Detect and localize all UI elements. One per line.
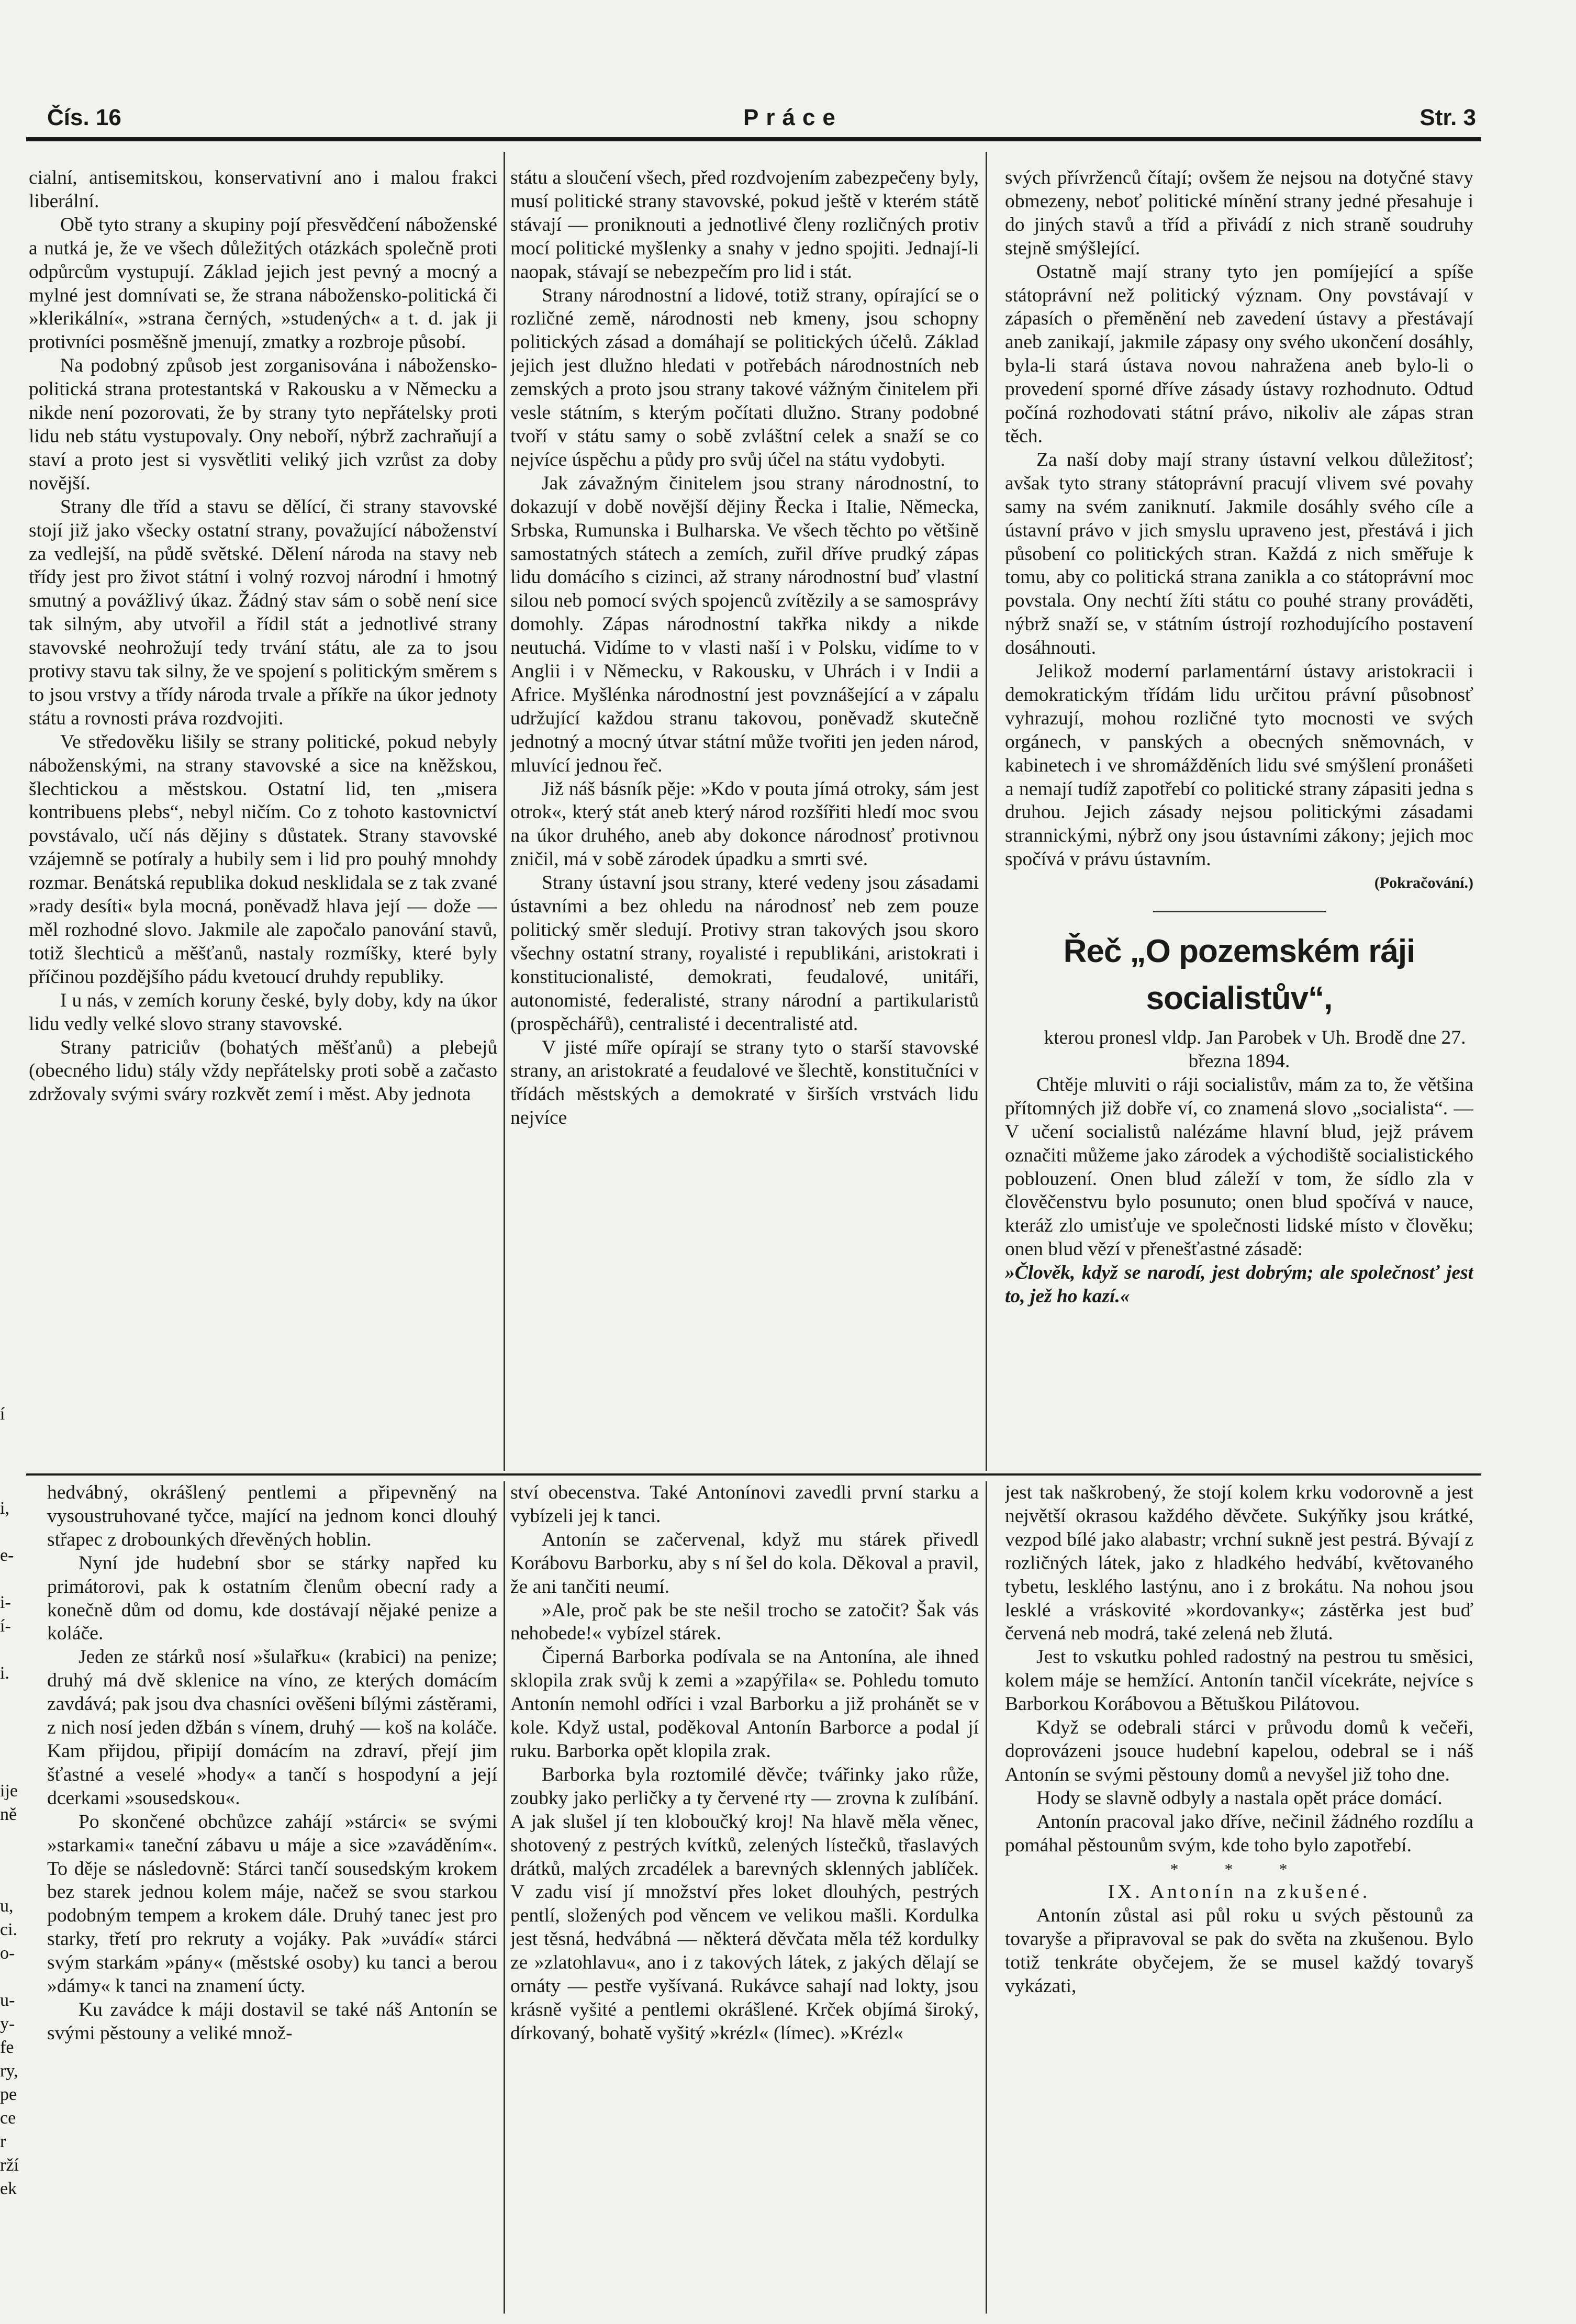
paragraph: Antonín pracoval jako dříve, nečinil žádného rozdílu a pomáhal pěstounům svým, kde toho bylo zapotřebí. (1005, 1811, 1473, 1856)
paragraph: svých přívrženců čítají; ovšem že nejsou na dotyčné stavy obmezeny, neboť politické mínění strany jedné přesahuje i do jiných stavů a tříd a přivádí z nich straně soudruhy stejně smýšlející. (1005, 167, 1473, 259)
paragraph: V jisté míře opírají se strany tyto o starší stavovské strany, an aristokraté a feudalové ve šlechtě, konstitučníci v třídách městských a demokraté v širších vrstvách lidu nejvíce (510, 1036, 979, 1129)
paragraph: Jest to vskutku pohled radostný na pestrou tu směsici, kolem máje se hemžící. Antonín tančil vícekráte, nejvíce s Barborkou Korábovou a Bětuškou Pilátovou. (1005, 1646, 1473, 1715)
edge-fragment: i, (0, 1499, 9, 1518)
paragraph: Obě tyto strany a skupiny pojí přesvědčení náboženské a nutká je, že ve všech důležitých otázkách společně proti odpůrcům vystupují. Základ jejich jest pevný a mocný a mylné jest domnívati se, že strana nábožensko-politická či »klerikální«, »strana černých, »studených« a t. d. jak ji protivníci posměšně jmenují, zmatky a rozbroje působí. (29, 214, 497, 353)
upper-column-3 (1005, 166, 1473, 1472)
paragraph: Ve středověku lišily se strany politické, pokud nebyly náboženskými, na strany stavovské a sice na kněžskou, šlechtickou a městskou. Ostatní lid, ten „misera kontribuens plebs“, nebyl ničím. Co z tohoto kastovnictví povstávalo, učí nás dějiny s důstatek. Strany stavovské vzájemně se potíraly a hubily sem i lid pro pouhý mnohdy rozmar. Benátská republika dokud nesklidala se z tak zvané »rady desíti« byla mocná, poněvadž hlava její — dože — měl rozhodné slovo. Jakmile ale započalo panování stavů, totiž šlechticů a měšťanů, nastaly rozmíšky, které byly příčinou pozdějšího pádu kvetoucí druhdy republiky. (29, 731, 497, 988)
edge-fragment: u, (0, 1896, 14, 1916)
paragraph: Jeden ze stárků nosí »šulařku« (krabici) na penize; druhý má dvě sklenice na víno, ze kterých domácím zavdává; pak jsou dva chasníci ověšeni bílými zástěrami, z nich nosí jeden džbán s vínem, druhý — koš na koláče. Kam přijdou, připijí domácím na zdraví, přejí jim šťastné a veselé »hody« a tančí s hospodyní a její dcerkami »sousedskou«. (47, 1646, 497, 1809)
paragraph: jest tak naškrobený, že stojí kolem krku vodorovně a jest největší okrasou každého děvčete. Sukýňky jsou krátké, vezpod bílé jako alabastr; vrchní sukně jest pestrá. Bývají z rozličných látek, jako z hladkého hedvábí, květovaného tybetu, lesklého lastýnu, ano i z brokátu. Na nohou jsou lesklé a vráskovité »kordovanky«; zástěrka jest buď červená neb modrá, také zelená neb žlutá. (1005, 1482, 1473, 1645)
edge-fragment: pe (0, 2085, 17, 2104)
edge-fragment: í- (0, 1616, 11, 1636)
paragraph: Ostatně mají strany tyto jen pomíjející a spíše státoprávní než politický význam. Ony povstávají v zápasích o přeměnění neb zavedení ústavy a přestávají aneb zanikají, jakmile zápasy ony svého ukončení dosáhly, byla-li stará ústava novou nahražena aneb bylo-li o provedení sporné dříve zásady ústavy rozhodnuto. Odtud počíná rozhodovati státní právo, nikoliv ale zápas stran těch. (1005, 261, 1473, 447)
paragraph: Antonín zůstal asi půl roku u svých pěstounů za tovaryše a připravoval se pak do světa na zkušenou. Bylo totiž tenkráte obyčejem, že se musel každý tovaryš vykázati, (1005, 1905, 1473, 1997)
paragraph: Strany patriciův (bohatých měšťanů) a plebejů (obecného lidu) stály vždy nepřátelsky proti sobě a začasto zdržovaly svými sváry rozkvět zemí i měst. Aby jednota (29, 1036, 497, 1105)
paragraph: státu a sloučení všech, před rozdvojením zabezpečeny byly, musí politické strany stavovské, pokud ještě v kterém státě stávají — proniknouti a jednotlivé členy rozličných protiv mocí politické myšlenky a snahy v jedno spojiti. Jednají-li naopak, stávají se nebezpečím pro lid i stát. (510, 167, 979, 283)
paragraph: Strany dle tříd a stavu se dělící, či strany stavovské stojí již jako všecky ostatní strany, považující náboženství za vedlejší, na půdě světské. Dělení národa na stavy neb třídy jest pro život státní i volný rozvoj národní i hmotný smutný a povážlivý úkaz. Žádný stav sám o sobě není sice tak silným, aby utvořil a řídil stát a jednotlivé strany stavovské neohrožují tedy trvání státu, ale za to jsou protivy stavu tak silny, že ve spojení s politickým směrem s to jsou vrstvy a třídy národa trvale a příkře na úkor jednoty státu a rovnosti práva rozdvojiti. (29, 496, 497, 729)
speech-title: Řeč „O pozemském ráji socialistův“, (1063, 933, 1415, 1017)
edge-fragment: i- (0, 1593, 11, 1612)
header-rule (26, 137, 1481, 141)
edge-fragment: ci. (0, 1920, 18, 1939)
paragraph: hedvábný, okrášlený pentlemi a připevněný na vysoustruhované tyčce, mající na jednom konci dlouhý střapec z drobounkých dřevěných hoblin. (47, 1482, 497, 1550)
continuation-note: (Pokračování.) (1374, 874, 1473, 892)
paragraph: Na podobný způsob jest zorganisována i nábožensko-politická strana protestantská v Rakousku a v Německu a nikde není pozorovati, že by strany tyto nepřátelsky proti lidu neb státu vystupovaly. Ony neboří, nýbrž zachraňují a staví a proto jest si vysvětliti veliký jich vzrůst za doby novější. (29, 355, 497, 494)
edge-fragment: y- (0, 2014, 15, 2034)
edge-fragment: rží (0, 2155, 19, 2175)
edge-fragment: fe (0, 2038, 14, 2057)
edge-fragment: o- (0, 1943, 15, 1963)
paragraph: ství obecenstva. Také Antonínovi zavedli první starku a vybízeli jej k tanci. (510, 1482, 979, 1527)
paragraph: Nyní jde hudební sbor se stárky napřed ku primátorovi, pak k ostatním členům obecní rady a konečně dům od domu, kde dostávají nějaké penize a koláče. (47, 1552, 497, 1645)
edge-fragment: e- (0, 1546, 14, 1565)
chapter-heading: IX. Antonín na zkušené. (1108, 1881, 1371, 1903)
lower-column-1 (47, 1481, 497, 2319)
edge-fragment: ry, (0, 2061, 18, 2081)
edge-fragment: i. (0, 1663, 9, 1683)
lower-column-3 (1005, 1481, 1473, 2319)
upper-column-2 (510, 166, 979, 1472)
speech-quote: »Člověk, když se narodí, jest dobrým; ale společnosť jest to, jež ho kazí.« (1005, 1262, 1473, 1308)
newspaper-title: Práce (743, 105, 843, 130)
paragraph: Ku zavádce k máji dostavil se také náš Antonín se svými pěstouny a veliké množ- (47, 1998, 497, 2044)
paragraph: Za naší doby mají strany ústavní velkou důležitosť; avšak tyto strany státoprávní pracují vlivem své povahy samy na svém zaniknutí. Jakmile dosáhly svého cíle a ústavní právo v jich smyslu upraveno jest, přestává i jich působení co politických stran. Každá z nich směřuje k tomu, aby co politická strana zanikla a co státoprávní moc povstala. Ony nechtí žíti státu co pouhé strany prováděti, nýbrž snaží se, v státním ústrojí rozhodujícího postavení dosáhnouti. (1005, 449, 1473, 659)
paragraph: Barborka byla roztomilé děvče; tvářinky jako růže, zoubky jako perličky a ty červené rty — zrovna k zulíbání. A jak slušel jí ten kloboučký kroj! Na hlavě měla věnec, shotovený z pestrých kvítků, zelených lístečků, třaslavých drátků, malých zrcadélek a barevných sklenných jablíček. V zadu visí jí množství přes loket dlouhých, pestrých pentlí, složených pod věncem ve velikou mašli. Kordulka jest těsná, hedvábná — některá děvčata měla též kordulky ze »zlatohlavu«, ano i z takových látek, z jakých dělají se ornáty — pestře vyšívaná. Rukávce sahají nad lokty, jsou krásně vyšité a pentlemi okrášlené. Krček objímá široký, dírkovaný, bohatě vyšitý »krézl« (límec). »Krézl« (510, 1763, 979, 2044)
column-divider (986, 1481, 987, 2314)
paragraph: Jak závažným činitelem jsou strany národnostní, to dokazují v době novější dějiny Řecka i Italie, Německa, Srbska, Rumunska i Bulharska. Ve všech těchto po většině samostatných státech a zemích, zuřil dříve prudký zápas lidu domácího s cizinci, až strany národnostní buď vlastní silou neb pomocí svých spojenců zvítězily a se samosprávy domohly. Zápas národnostní takřka nikdy a nikde neutuchá. Vidíme to v vlasti naší i v Polsku, vidíme to v Anglii i v Německu, v Rakousku, v Uhrách i v Indii a Africe. Myšlénka národnostní jest povznášející a v zápalu udržující každou stranu takovou, poněvadž skutečně jednotný a mocný útvar státní může tvořiti jen jeden národ, mluvící jednou řeč. (510, 472, 979, 776)
paragraph: I u nás, v zemích koruny české, byly doby, kdy na úkor lidu vedly velké slovo strany stavovské. (29, 989, 497, 1035)
paragraph: »Ale, proč pak be ste nešil trocho se zatočit? Šak vás nehobede!« vybízel stárek. (510, 1599, 979, 1645)
edge-fragment: ce (0, 2108, 16, 2128)
section-rule (1153, 911, 1326, 912)
paragraph: Již náš básník pěje: »Kdo v pouta jímá otroky, sám jest otrok«, který stát aneb který národ rozšířiti hledí moc svou na úkor druhého, aneb aby dokonce národnosť protivnou zničil, má v sobě zárodek úpadku a smrti své. (510, 778, 979, 870)
speech-subtitle: kterou pronesl vldp. Jan Parobek v Uh. Brodě dne 27. března 1894. (1044, 1027, 1466, 1072)
page-header (47, 105, 1476, 136)
issue-number: Čís. 16 (47, 105, 121, 130)
paragraph: cialní, antisemitskou, konservativní ano i malou frakci liberální. (29, 167, 497, 212)
section-divider (26, 1473, 1481, 1476)
edge-fragment: r (0, 2132, 6, 2151)
section-stars: * * * (1170, 1859, 1309, 1879)
column-divider (504, 1481, 505, 2314)
paragraph: Hody se slavně odbyly a nastala opět práce domácí. (1036, 1787, 1443, 1809)
paragraph: Chtěje mluviti o ráji socialistův, mám za to, že většina přítomných již dobře ví, co znamená slovo „socialista“. — V učení socialistů nalézáme hlavní blud, jejž právem označiti můžeme jako zárodek a východiště socialistického poblouzení. Onen blud záleží v tom, že sídlo zla v člověčenstvu bylo posunuto; onen blud spočívá v nauce, kteráž zlo umisťuje ve společnosti lidské místo v člověku; onen blud vězí v přenešťastné zásadě: (1005, 1074, 1473, 1260)
column-divider (986, 152, 987, 1471)
edge-fragment: ek (0, 2179, 17, 2198)
paragraph: Po skončené obchůzce zahájí »stárci« se svými »starkami« taneční zábavu u máje a sice »zaváděním«. To děje se následovně: Stárci tančí sousedským krokem bez starek jednou kolem máje, načež se svou starkou podobným tempem a krokem dále. Druhý tanec jest pro starky, třetí pro rekruty a vojáky. Pak »uvádí« stárci svým starkám »pány« (městské osoby) ku tanci a berou »dámy« k tanci na znamení úcty. (47, 1811, 497, 1997)
paragraph: Strany ústavní jsou strany, které vedeny jsou zásadami ústavními a bez ohledu na národnosť neb zem pouze politický směr sledují. Protivy stran takových jsou skoro všechny ostatní strany, royalisté i republikáni, aristokrati i konstitucionalisté, demokrati, feudalové, unitáři, autonomisté, federalisté, strany národní a partikularistů (prospěchářů), centralisté i decentralisté atd. (510, 872, 979, 1035)
edge-fragment: ně (0, 1805, 17, 1824)
page-number: Str. 3 (1419, 105, 1476, 130)
edge-fragment: u- (0, 1991, 15, 2010)
upper-column-1 (29, 166, 497, 1472)
edge-fragment: ije (0, 1781, 18, 1801)
paragraph: Čiperná Barborka podívala se na Antonína, ale ihned sklopila zrak svůj k zemi a »zapýřila« se. Pohledu tomuto Antonín nemohl odříci i vzal Barborku a již prohánět se v kole. Když ustal, poděkoval Antonín Barborce a podal jí ruku. Barborka opět klopila zrak. (510, 1646, 979, 1762)
paragraph: Jelikož moderní parlamentární ústavy aristokracii i demokratickým třídám lidu určitou právní působnosť vyhrazují, mohou rozličné tyto mocnosti ve svých orgánech, v panských a obecných sněmovnách, v kabinetech i ve shromážděních lidu své smýšlení pronášeti a nemají tudíž zapotřebí co politické strany zápasiti jedna s druhou. Jejich zásady nejsou politickými zásadami strannickými, nýbrž ony jsou ústavními zákony; jejich moc spočívá v právu ústavním. (1005, 661, 1473, 870)
column-divider (504, 152, 505, 1471)
paragraph: Když se odebrali stárci v průvodu domů k večeři, doprovázeni jsouce hudební kapelou, odebral se i náš Antonín se svými pěstouny domů a nevyšel již toho dne. (1005, 1717, 1473, 1785)
paragraph: Strany národnostní a lidové, totiž strany, opírající se o rozličné země, národnosti neb kmeny, jsou schopny politických zásad a domáhají se politických účelů. Základ jejich jest dlužno hledati v potřebách národnostních neb zemských a proto jsou strany takové vážným činitelem při vesle státním, s kterým počítati dlužno. Strany podobné tvoří v státu samy o sobě zvláštní celek a snaží se co nejvíce úspěchu a půdy pro svůj účel na státu vydobyti. (510, 284, 979, 471)
lower-column-2 (510, 1481, 979, 2319)
paragraph: Antonín se začervenal, když mu stárek přivedl Korábovu Barborku, aby s ní šel do kola. Děkoval a pravil, že ani tančiti neumí. (510, 1528, 979, 1597)
edge-fragment: í (0, 1404, 5, 1424)
